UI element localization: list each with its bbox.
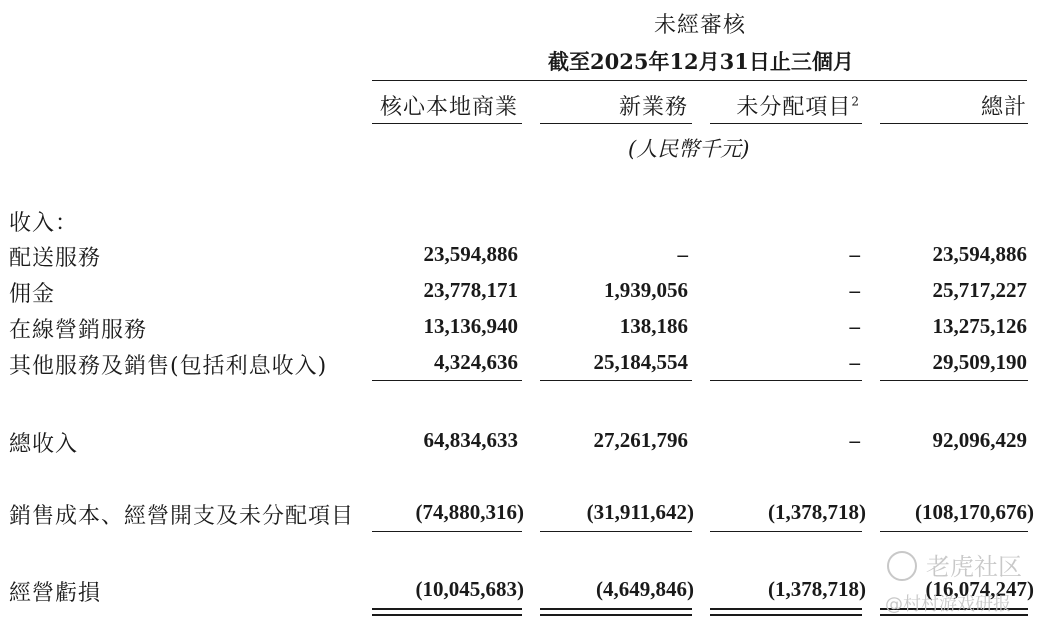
cell-value: 23,594,886 [423, 242, 518, 266]
column-rule [540, 123, 692, 124]
column-header-core-local: 核心本地商業 [379, 95, 518, 120]
subtotal-rule [880, 380, 1028, 381]
cell-value: (1,378,718) [768, 500, 866, 524]
cell-value: 23,778,171 [423, 278, 518, 302]
column-header-total: 總計 [980, 95, 1027, 120]
cell-value: (108,170,676) [915, 500, 1034, 524]
cell-value: 92,096,429 [932, 428, 1027, 452]
column-header-unallocated [708, 90, 860, 121]
subtotal-rule [710, 531, 862, 532]
cell-value: (10,045,683) [415, 577, 524, 601]
total-double-rule [710, 608, 862, 610]
cell-value: 13,275,126 [932, 314, 1027, 338]
unit-label: (人民幣千元) [628, 137, 750, 161]
column-rule [710, 123, 862, 124]
cell-value: 64,834,633 [423, 428, 518, 452]
subtotal-rule [540, 380, 692, 381]
cell-value: 138,186 [619, 314, 688, 338]
row-label: 銷售成本、經營開支及未分配項目 [9, 504, 355, 529]
total-double-rule [540, 614, 692, 616]
cell-value: 1,939,056 [604, 278, 688, 302]
subtotal-rule [540, 531, 692, 532]
watermark-brand: 老虎社区 [926, 553, 1022, 581]
cell-value: (31,911,642) [586, 500, 694, 524]
cell-value: (1,378,718) [768, 577, 866, 601]
subtotal-rule [372, 531, 522, 532]
cell-value: 27,261,796 [593, 428, 688, 452]
cell-value: (16,074,247) [925, 577, 1034, 601]
column-rule [372, 123, 522, 124]
column-header-new-business: 新業務 [618, 95, 688, 120]
row-label: 配送服務 [9, 246, 102, 271]
cell-value: 13,136,940 [423, 314, 518, 338]
header-rule [372, 80, 1027, 81]
column-rule [880, 123, 1028, 124]
total-double-rule [372, 608, 522, 610]
row-label: 在線營銷服務 [9, 318, 148, 343]
column-header-unallocated-label: 未分配項目 [736, 95, 852, 120]
cell-value: 23,594,886 [932, 242, 1027, 266]
subtotal-rule [880, 531, 1028, 532]
subtotal-rule [372, 380, 522, 381]
cell-value: – [849, 314, 860, 338]
row-label: 佣金 [9, 282, 56, 307]
period-label: 截至2025年12月31日止三個月 [548, 49, 854, 74]
subtotal-rule [710, 380, 862, 381]
row-label: 總收入 [9, 432, 79, 457]
cell-value: 25,184,554 [593, 350, 688, 374]
cell-value: 25,717,227 [932, 278, 1027, 302]
watermark-handle: @村村游戏研报 [885, 594, 1011, 615]
cell-value: – [849, 242, 860, 266]
cell-value: 29,509,190 [932, 350, 1027, 374]
row-label: 其他服務及銷售(包括利息收入) [9, 354, 328, 379]
cell-value: – [849, 350, 860, 374]
cell-value: – [677, 242, 688, 266]
table-title: 未經審核 [654, 13, 747, 38]
cell-value: (4,649,846) [596, 577, 694, 601]
row-label: 經營虧損 [9, 581, 102, 606]
section-title-revenue: 收入： [9, 211, 79, 236]
total-double-rule [540, 608, 692, 610]
total-double-rule [710, 614, 862, 616]
cell-value: – [849, 428, 860, 452]
tiger-logo-icon [887, 551, 917, 581]
footnote-marker: 2 [851, 94, 860, 109]
total-double-rule [372, 614, 522, 616]
cell-value: 4,324,636 [434, 350, 518, 374]
cell-value: (74,880,316) [415, 500, 524, 524]
cell-value: – [849, 278, 860, 302]
